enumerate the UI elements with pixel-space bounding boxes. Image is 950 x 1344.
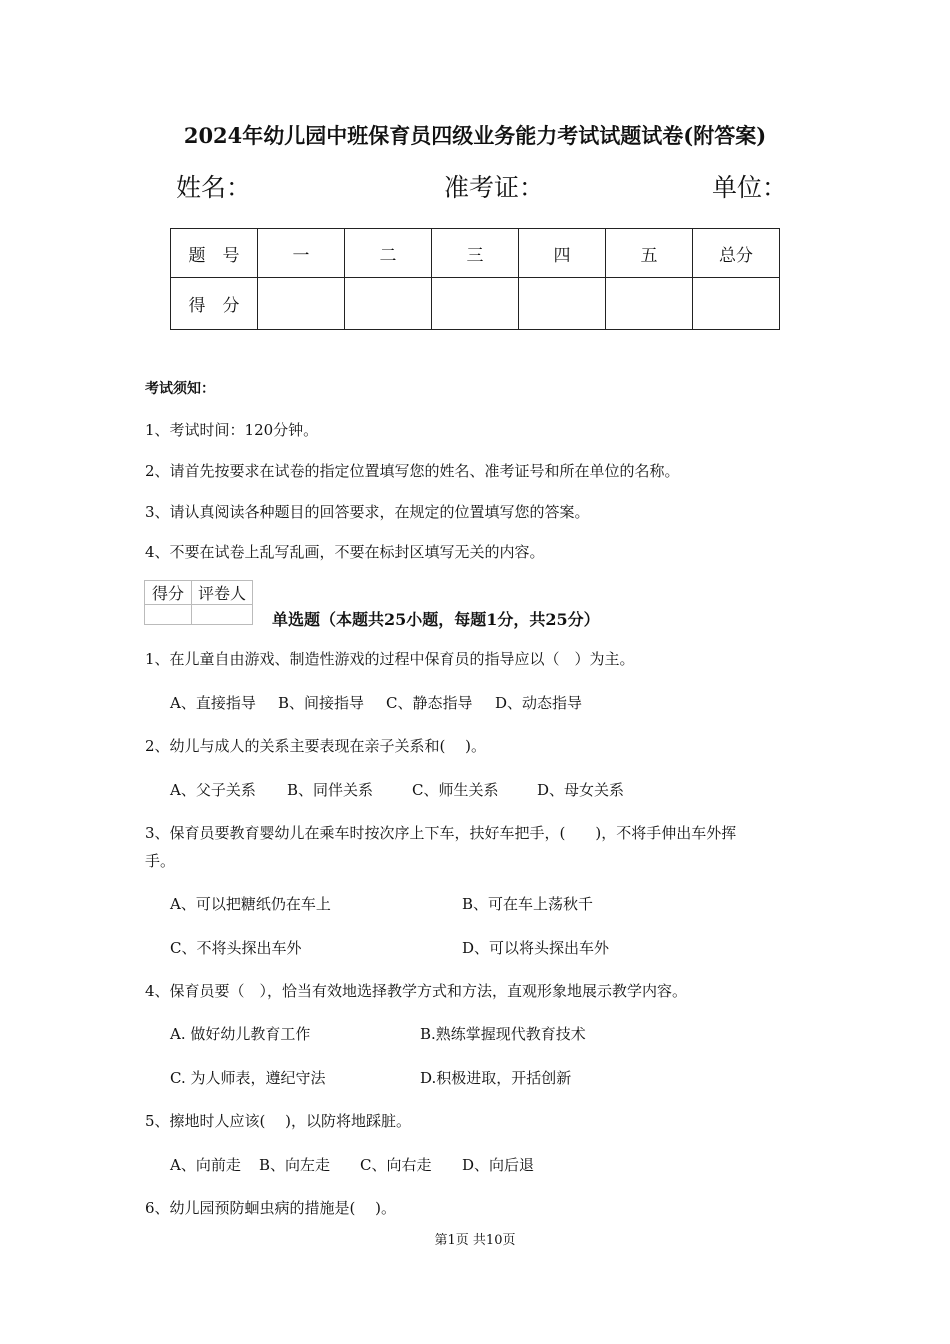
grader-score-cell[interactable] bbox=[145, 605, 192, 625]
option-c: C、不将头探出车外 bbox=[170, 939, 302, 957]
option-a: A、向前走 bbox=[170, 1156, 241, 1174]
option-b: B、间接指导 bbox=[278, 694, 365, 712]
option-c: C、静态指导 bbox=[386, 694, 473, 712]
score-row-label: 得 分 bbox=[171, 278, 258, 330]
section-title: 单选题（本题共25小题，每题1分，共25分） bbox=[272, 610, 600, 629]
score-input-cell[interactable] bbox=[519, 278, 606, 330]
score-table-score-row bbox=[171, 278, 780, 330]
score-header-cell: 总分 bbox=[693, 229, 780, 278]
score-input-cell[interactable] bbox=[432, 278, 519, 330]
grader-name-cell[interactable] bbox=[192, 605, 253, 625]
score-table bbox=[170, 228, 780, 330]
score-header-cell: 五 bbox=[606, 229, 693, 278]
grader-box bbox=[144, 580, 253, 625]
score-input-cell[interactable] bbox=[345, 278, 432, 330]
question-stem: 3、保育员要教育婴幼儿在乘车时按次序上下车，扶好车把手，( )，不将手伸出车外挥 bbox=[145, 824, 737, 842]
page-footer: 第1页 共10页 bbox=[434, 1233, 516, 1248]
score-header-cell: 题 号 bbox=[171, 229, 258, 278]
page-title: 2024年幼儿园中班保育员四级业务能力考试试题试卷(附答案) bbox=[183, 123, 767, 148]
grader-name-label: 评卷人 bbox=[192, 581, 253, 605]
option-b: B.熟练掌握现代教育技术 bbox=[420, 1025, 586, 1043]
score-header-cell: 三 bbox=[432, 229, 519, 278]
score-input-cell[interactable] bbox=[606, 278, 693, 330]
option-c: C、向右走 bbox=[360, 1156, 432, 1174]
option-d: D、向后退 bbox=[462, 1156, 535, 1174]
name-label: 姓名： bbox=[176, 173, 252, 202]
option-a: A. 做好幼儿教育工作 bbox=[170, 1025, 311, 1043]
question-stem: 5、擦地时人应该( )，以防将地踩脏。 bbox=[145, 1112, 412, 1130]
option-c: C、师生关系 bbox=[412, 781, 499, 799]
question-stem: 2、幼儿与成人的关系主要表现在亲子关系和( )。 bbox=[145, 737, 487, 755]
question-stem: 1、在儿童自由游戏、制造性游戏的过程中保育员的指导应以（ ）为主。 bbox=[145, 650, 635, 668]
notice-item: 3、请认真阅读各种题目的回答要求，在规定的位置填写您的答案。 bbox=[145, 503, 590, 521]
grader-score-label: 得分 bbox=[145, 581, 192, 605]
notice-item: 2、请首先按要求在试卷的指定位置填写您的姓名、准考证号和所在单位的名称。 bbox=[145, 462, 680, 480]
option-d: D.积极进取，开括创新 bbox=[420, 1069, 572, 1087]
score-input-cell[interactable] bbox=[693, 278, 780, 330]
notice-item: 4、不要在试卷上乱写乱画，不要在标封区填写无关的内容。 bbox=[145, 543, 545, 561]
score-table-header-row bbox=[171, 229, 780, 278]
notice-heading: 考试须知： bbox=[145, 381, 215, 397]
option-b: B、向左走 bbox=[259, 1156, 331, 1174]
score-input-cell[interactable] bbox=[258, 278, 345, 330]
option-a: A、父子关系 bbox=[170, 781, 256, 799]
option-d: D、母女关系 bbox=[537, 781, 625, 799]
option-b: B、同伴关系 bbox=[287, 781, 374, 799]
option-c: C. 为人师表，遵纪守法 bbox=[170, 1069, 326, 1087]
option-a: A、直接指导 bbox=[170, 694, 256, 712]
score-header-cell: 四 bbox=[519, 229, 606, 278]
question-stem: 6、幼儿园预防蛔虫病的措施是( )。 bbox=[145, 1199, 397, 1217]
option-b: B、可在车上荡秋千 bbox=[462, 895, 594, 913]
question-stem-continued: 手。 bbox=[145, 852, 176, 870]
option-d: D、可以将头探出车外 bbox=[462, 939, 610, 957]
score-header-cell: 一 bbox=[258, 229, 345, 278]
question-stem: 4、保育员要（ ），恰当有效地选择教学方式和方法，直观形象地展示教学内容。 bbox=[145, 982, 688, 1000]
option-a: A、可以把糖纸仍在车上 bbox=[170, 895, 331, 913]
option-d: D、动态指导 bbox=[495, 694, 583, 712]
score-header-cell: 二 bbox=[345, 229, 432, 278]
exam-id-label: 准考证： bbox=[444, 173, 545, 202]
notice-item: 1、考试时间：120分钟。 bbox=[145, 421, 319, 439]
unit-label: 单位： bbox=[712, 173, 788, 202]
